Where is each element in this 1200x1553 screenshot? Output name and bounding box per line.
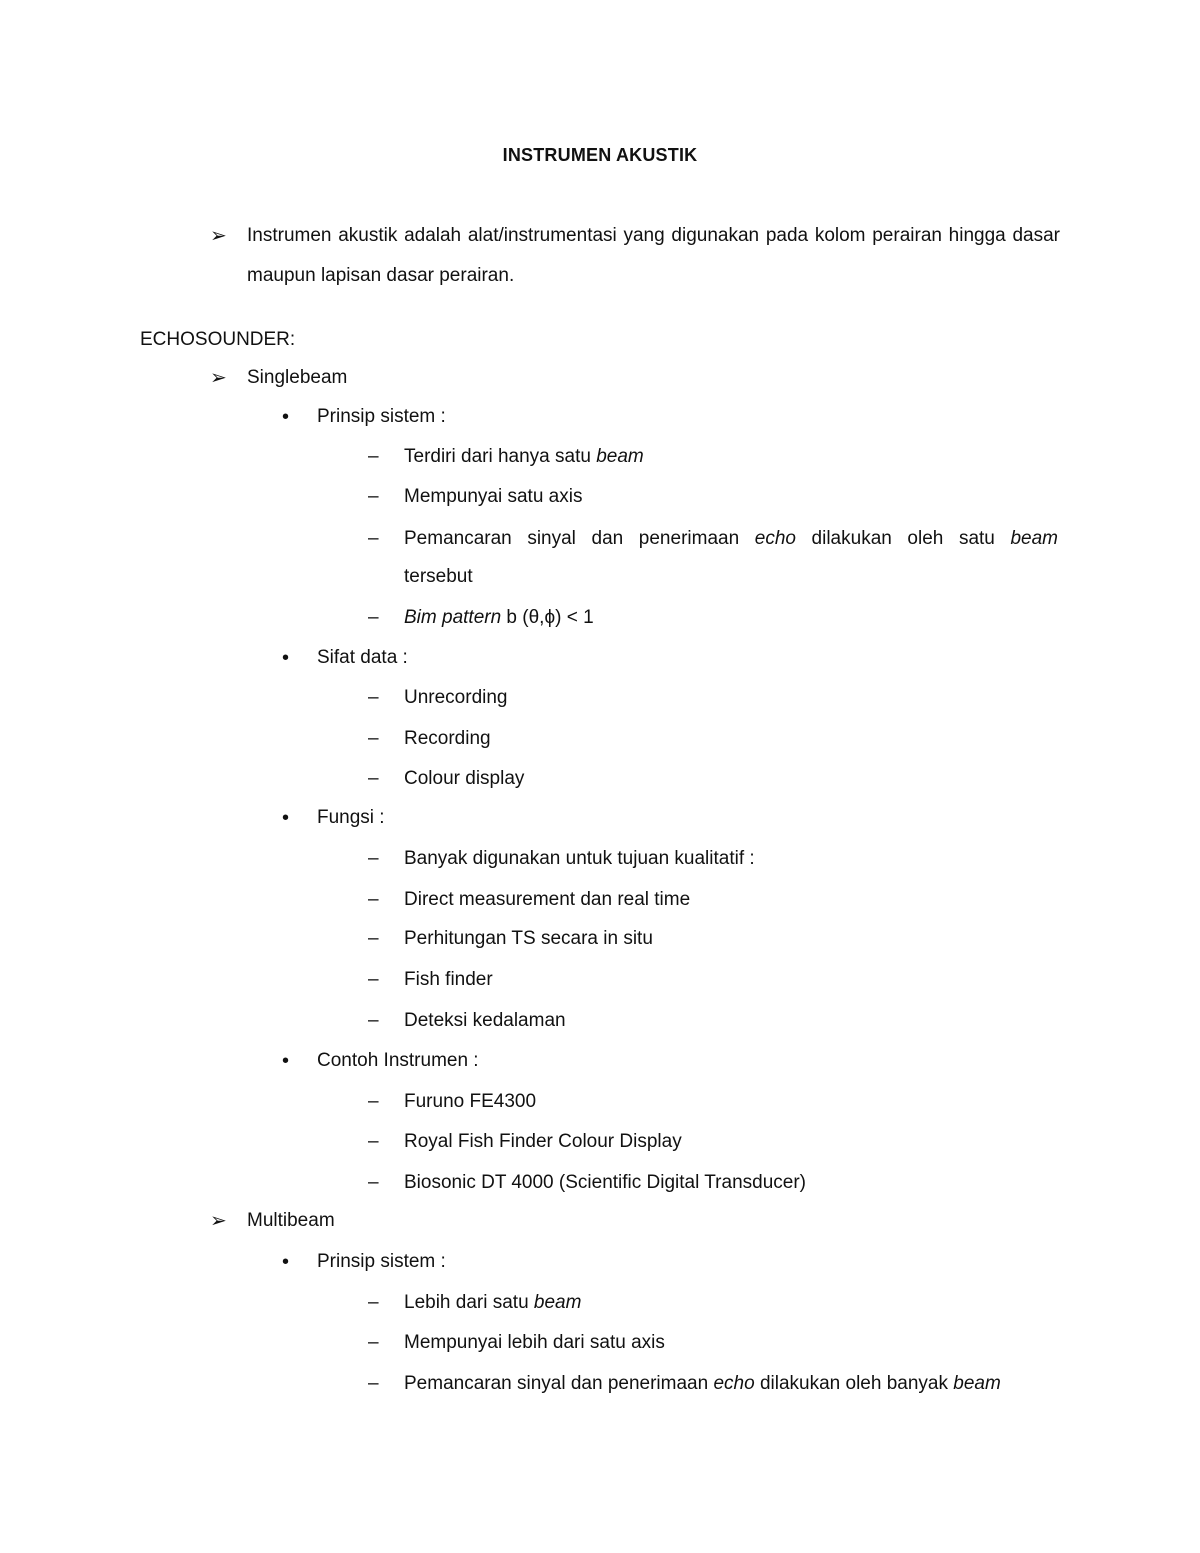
item-text: Biosonic DT 4000 (Scientific Digital Transducer) [404, 1172, 806, 1193]
dash-icon: – [368, 1010, 379, 1031]
list-item-prinsip [282, 404, 446, 430]
list-item [368, 1170, 806, 1196]
arrow-bullet-icon: ➢ [210, 367, 227, 389]
item-text-italic: beam [1010, 528, 1058, 549]
item-text: Furuno FE4300 [404, 1091, 537, 1112]
list-item-fungsi [282, 805, 385, 831]
arrow-bullet-icon: ➢ [210, 1210, 227, 1232]
arrow-bullet-icon: ➢ [210, 225, 227, 247]
item-text: Deteksi kedalaman [404, 1010, 566, 1031]
dash-icon: – [368, 1292, 379, 1313]
list-item [368, 726, 491, 752]
item-text: Banyak digunakan untuk tujuan kualitatif : [404, 848, 755, 869]
dash-icon: – [368, 687, 379, 708]
item-text: Direct measurement dan real time [404, 889, 691, 910]
list-item [368, 444, 644, 470]
list-item-label: Prinsip sistem : [317, 1251, 446, 1272]
item-text-italic: beam [596, 446, 644, 467]
item-text: Perhitungan TS secara in situ [404, 928, 653, 949]
list-item [368, 1371, 1001, 1397]
list-item-label: Singlebeam [247, 367, 348, 388]
dash-icon: – [368, 928, 379, 949]
list-item-contoh [282, 1048, 479, 1074]
dash-icon: – [368, 528, 379, 549]
list-item [368, 685, 508, 711]
intro-item [210, 216, 1060, 296]
dash-icon: – [368, 1131, 379, 1152]
dash-icon: – [368, 486, 379, 507]
bullet-icon: • [282, 406, 290, 428]
item-text: b (θ,ϕ) < 1 [501, 607, 594, 628]
list-item [368, 1008, 566, 1034]
list-item-label: Sifat data : [317, 647, 408, 668]
item-text: Pemancaran sinyal dan penerimaan [404, 528, 755, 549]
dash-icon: – [368, 1373, 379, 1394]
dash-icon: – [368, 728, 379, 749]
bullet-icon: • [282, 1251, 290, 1273]
list-item-singlebeam [210, 358, 1060, 398]
item-text: Terdiri dari hanya satu [404, 446, 597, 467]
dash-icon: – [368, 446, 379, 467]
list-item-label: Contoh Instrumen : [317, 1050, 479, 1071]
list-item [368, 605, 594, 631]
dash-icon: – [368, 969, 379, 990]
item-text: Recording [404, 728, 491, 749]
list-item [368, 1129, 682, 1155]
item-text: dilakukan oleh satu [795, 528, 1011, 549]
bullet-icon: • [282, 1050, 290, 1072]
page-title: INSTRUMEN AKUSTIK [502, 145, 698, 165]
dash-icon: – [368, 848, 379, 869]
list-item-sifat [282, 645, 408, 671]
item-text: Unrecording [404, 687, 508, 708]
item-text-italic: beam [533, 1292, 582, 1313]
list-item [368, 766, 524, 792]
list-item [368, 846, 755, 872]
list-item [368, 967, 493, 993]
item-text: Lebih dari satu [404, 1292, 534, 1313]
list-item-multibeam [210, 1201, 1060, 1241]
dash-icon: – [368, 889, 379, 910]
item-text: Pemancaran sinyal dan penerimaan [404, 1373, 714, 1394]
intro-text: Instrumen akustik adalah alat/instrumentasi yang digunakan pada kolom perairan hingga dasar maupun lapisan dasar perairan. [247, 225, 1060, 286]
list-item-label: Prinsip sistem : [317, 406, 446, 427]
list-item [368, 526, 1058, 590]
section-heading: ECHOSOUNDER: [140, 329, 296, 350]
item-text: Colour display [404, 768, 525, 789]
dash-icon: – [368, 1091, 379, 1112]
list-item [368, 1330, 665, 1356]
list-item [368, 887, 690, 913]
item-text-italic: echo [754, 528, 796, 549]
list-item [368, 484, 582, 510]
list-item-label: Fungsi : [317, 807, 385, 828]
item-text-italic: echo [713, 1373, 755, 1394]
item-text-italic: Bim pattern [404, 607, 502, 628]
item-text: dilakukan oleh banyak [754, 1373, 954, 1394]
item-text: Mempunyai satu axis [404, 486, 583, 507]
dash-icon: – [368, 1332, 379, 1353]
bullet-icon: • [282, 647, 290, 669]
dash-icon: – [368, 607, 379, 628]
item-text: tersebut [404, 566, 473, 587]
list-item-label: Multibeam [247, 1210, 335, 1231]
dash-icon: – [368, 768, 379, 789]
bullet-icon: • [282, 807, 290, 829]
item-text: Fish finder [404, 969, 493, 990]
item-text-italic: beam [953, 1373, 1001, 1394]
item-text: Royal Fish Finder Colour Display [404, 1131, 682, 1152]
list-item [368, 1290, 581, 1316]
list-item [368, 1089, 536, 1115]
item-text: Mempunyai lebih dari satu axis [404, 1332, 665, 1353]
list-item-prinsip [282, 1249, 446, 1275]
list-item [368, 926, 653, 952]
dash-icon: – [368, 1172, 379, 1193]
